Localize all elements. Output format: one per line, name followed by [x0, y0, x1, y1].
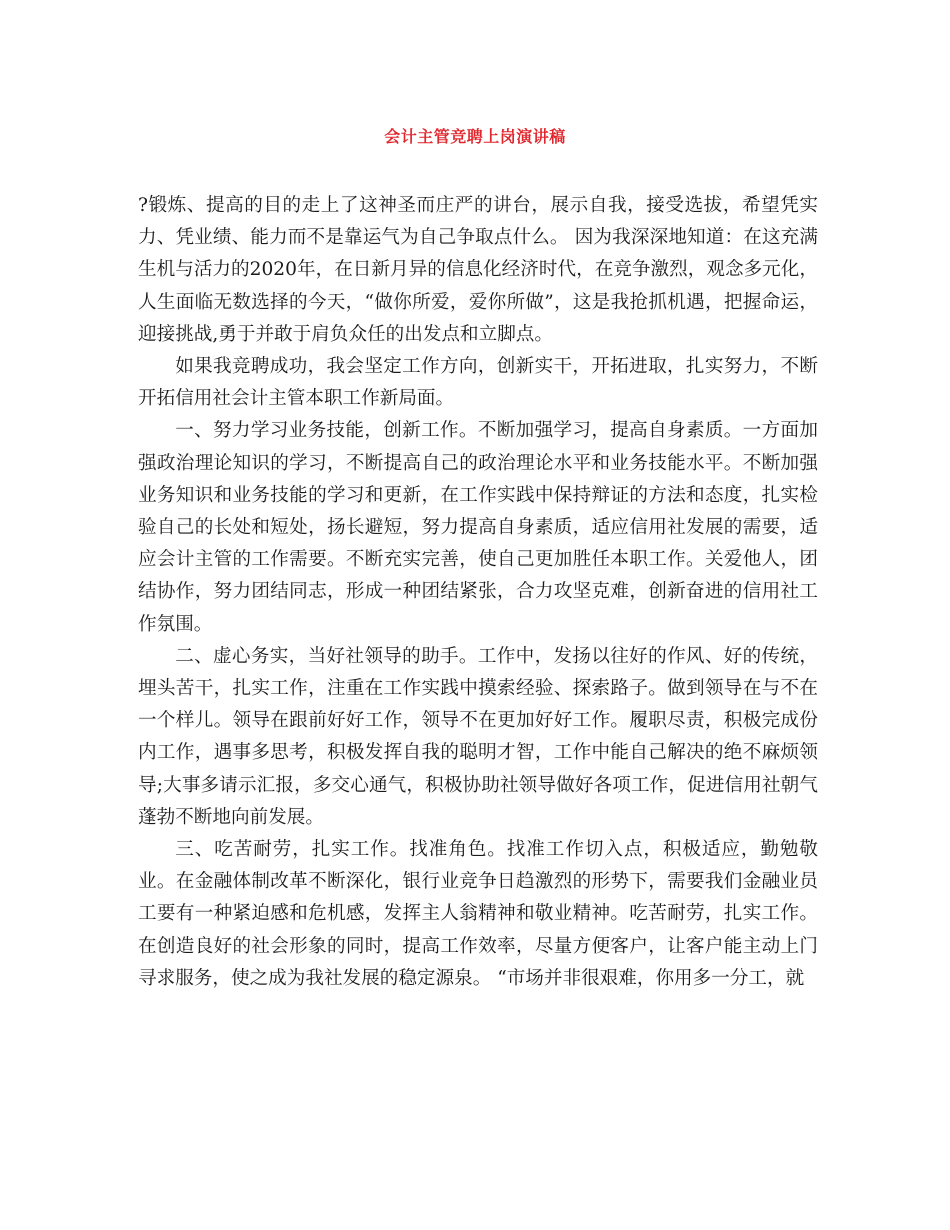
document-title: 会计主管竞聘上岗演讲稿 [384, 127, 566, 146]
paragraph-intro: ?锻炼、提高的目的走上了这神圣而庄严的讲台，展示自我，接受选拔，希望凭实力、凭业绩、能力而不是靠运气为自己争取点什么。 因为我深深地知道：在这充满生机与活力的2020年，在日新月异的信息化经济时代，在竞争激烈，观念多元化，人生面临无数选择的今天，“做你所爱，爱你所做”，这是我抢抓机遇，把握命运，迎接挑战,勇于并敢于肩负众任的出发点和立脚点。 [138, 195, 818, 345]
paragraph-point-three: 三、吃苦耐劳，扎实工作。找准角色。找准工作切入点，积极适应，勤勉敬业。在金融体制改革不断深化，银行业竞争日趋激烈的形势下，需要我们金融业员工要有一种紧迫感和危机感，发挥主人翁精神和敬业精神。吃苦耐劳，扎实工作。 在创造良好的社会形象的同时，提高工作效率，尽量方便客户，让客户能主动上门寻求服务，使之成为我社发展的稳定源泉。 “市场并非很艰难，你用多一分工，就 [138, 839, 818, 989]
paragraph-point-two: 二、虚心务实，当好社领导的助手。工作中，发扬以往好的作风、好的传统，埋头苦干，扎实工作，注重在工作实践中摸索经验、探索路子。做到领导在与不在一个样儿。领导在跟前好好工作，领导不在更加好好工作。履职尽责，积极完成份内工作，遇事多思考，积极发挥自我的聪明才智，工作中能自己解决的绝不麻烦领导;大事多请示汇报，多交心通气，积极协助社领导做好各项工作，促进信用社朝气蓬勃不断地向前发展。 [138, 645, 818, 828]
paragraph-commitment: 如果我竞聘成功，我会坚定工作方向，创新实干，开拓进取，扎实努力，不断开拓信用社会计主管本职工作新局面。 [138, 356, 818, 410]
document-body [138, 190, 818, 995]
paragraph-point-one: 一、努力学习业务技能，创新工作。不断加强学习，提高自身素质。一方面加强政治理论知识的学习，不断提高自己的政治理论水平和业务技能水平。不断加强业务知识和业务技能的学习和更新，在工作实践中保持辩证的方法和态度，扎实检验自己的长处和短处，扬长避短，努力提高自身素质，适应信用社发展的需要，适应会计主管的工作需要。不断充实完善，使自己更加胜任本职工作。关爱他人，团结协作，努力团结同志，形成一种团结紧张，合力攻坚克难，创新奋进的信用社工作氛围。 [138, 420, 818, 635]
